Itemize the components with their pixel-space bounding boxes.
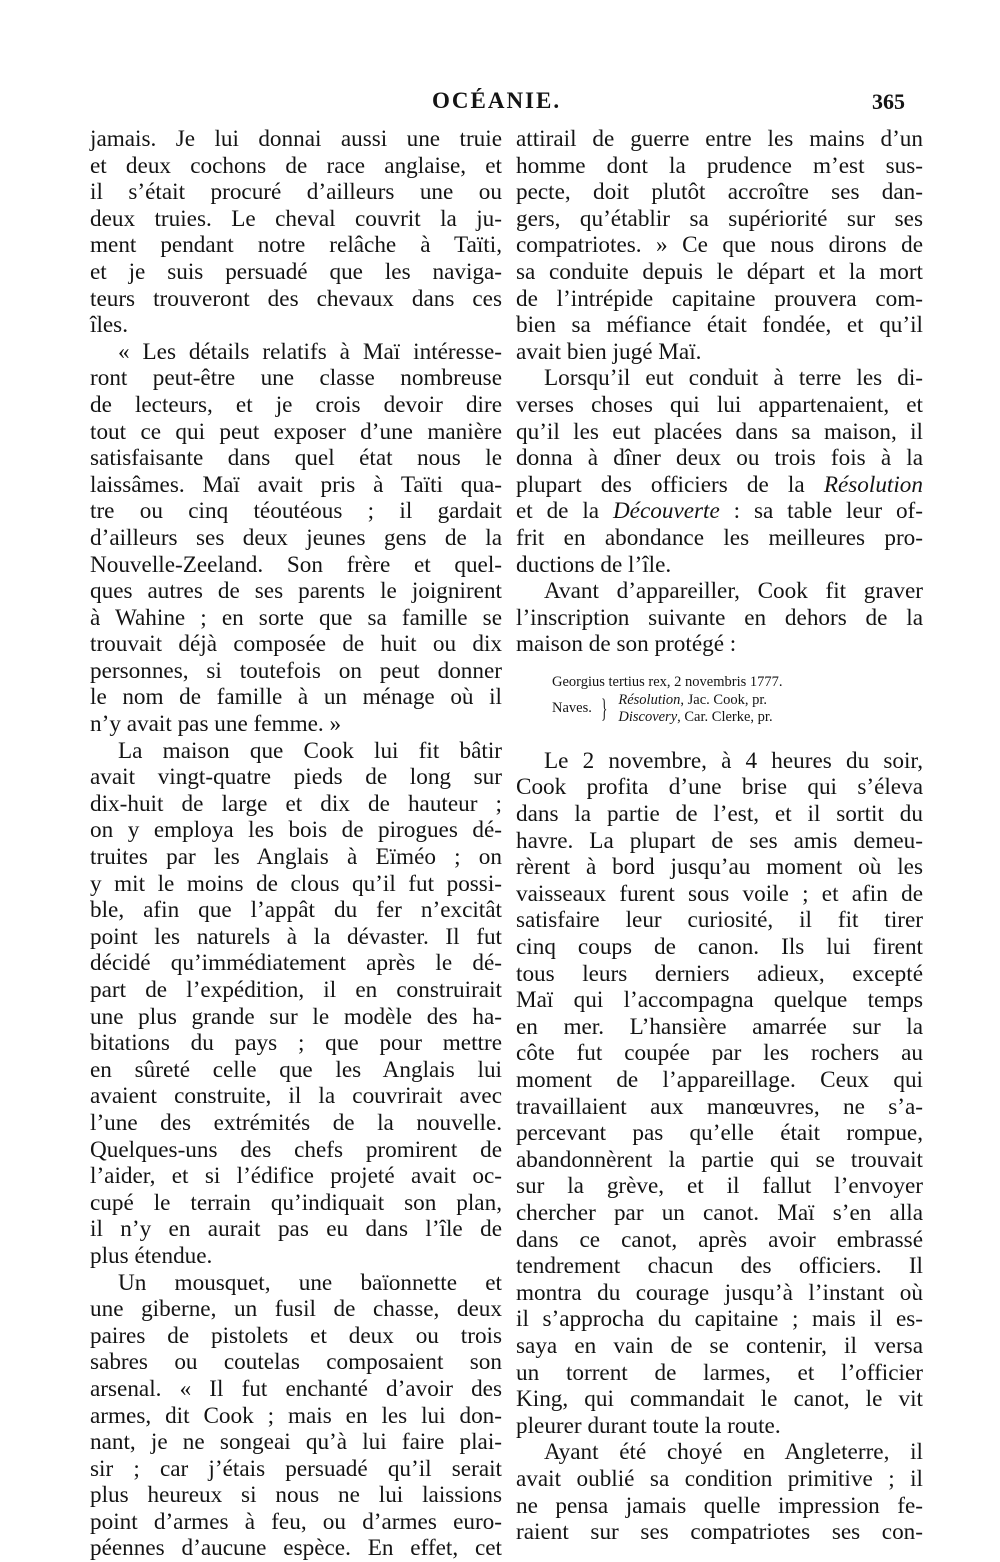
- text-line: Maï qui l’accompagna quelque temps: [516, 987, 923, 1014]
- text-line: plus heureux si nous ne lui laissions: [90, 1482, 502, 1509]
- text-line: gers, qu’établir sa supériorité sur ses: [516, 205, 923, 232]
- text-line: il n’y en aurait pas eu dans l’île de: [90, 1216, 502, 1243]
- text-line: côte fut coupée par les rochers au: [516, 1040, 923, 1067]
- text-line: le nom de famille à un ménage où il: [90, 684, 502, 711]
- text-line: en mer. L’hansière amarrée sur la: [516, 1013, 923, 1040]
- text-line: Ayant été choyé en Angleterre, il: [544, 1439, 923, 1466]
- text-line: îles.: [90, 312, 128, 339]
- ship-captain: , Car. Clerke, pr.: [677, 708, 773, 725]
- text-line: attirail de guerre entre les mains d’un: [516, 126, 923, 152]
- text-line: Un mousquet, une baïonnette et: [118, 1269, 502, 1296]
- text-line: n’y avait pas une femme. »: [90, 711, 342, 738]
- text-line: truites par les Anglais à Eïméo ; on: [90, 844, 502, 871]
- right-column-text-after: [516, 748, 923, 1546]
- text-line: cinq coups de canon. Ils lui firent: [516, 934, 923, 961]
- text-line: point d’armes à feu, ou d’armes euro-: [90, 1508, 502, 1535]
- text-line: personnes, si toutefois on peut donner: [90, 657, 502, 684]
- text-line: et de la Découverte : sa table leur of-: [516, 498, 923, 525]
- text-line: laissâmes. Maï avait pris à Taïti qua-: [90, 471, 502, 498]
- text-line: à Wahine ; en sorte que sa famille se: [90, 604, 502, 631]
- text-line: dans la partie de l’est, et il sortit du: [516, 801, 923, 828]
- text-line: moment de l’appareillage. Ceux qui: [516, 1067, 923, 1093]
- text-line: compatriotes. » Ce que nous dirons de: [516, 232, 923, 259]
- text-line: cupé le terrain qu’indiquait son plan,: [90, 1189, 502, 1216]
- text-line: Lorsqu’il eut conduit à terre les di-: [544, 365, 923, 392]
- inscription-block: [552, 674, 892, 726]
- text-line: tendrement chacun des officiers. Il: [516, 1253, 923, 1280]
- text-line: ques autres de ses parents le joignirent: [90, 578, 502, 605]
- text-line: point les naturels à la dévaster. Il fut: [90, 923, 502, 950]
- text-line: plupart des officiers de la Résolution: [516, 471, 923, 498]
- text-line: ment pendant notre relâche à Taïti,: [90, 232, 502, 259]
- text-line: décidé qu’immédiatement après le dé-: [90, 950, 502, 977]
- text-line: et je suis persuadé que les naviga-: [90, 258, 502, 285]
- text-line: péennes d’aucune espèce. En effet, cet: [90, 1535, 502, 1562]
- ship-captain: , Jac. Cook, pr.: [680, 691, 767, 708]
- text-line: Nouvelle-Zeeland. Son frère et quel-: [90, 551, 502, 578]
- text-line: « Les détails relatifs à Maï intéresse-: [118, 338, 502, 365]
- ship-name: Résolution: [618, 691, 681, 708]
- text-line: bien sa méfiance était fondée, et qu’il: [516, 312, 923, 339]
- text-line: abandonnèrent la partie qui se trouvait: [516, 1146, 923, 1173]
- text-line: jamais. Je lui donnai aussi une truie: [90, 126, 502, 152]
- text-line: un torrent de larmes, et l’officier: [516, 1359, 923, 1386]
- text-line: Quelques-uns des chefs promirent de: [90, 1136, 502, 1163]
- text-line: Cook profita d’une brise qui s’éleva: [516, 774, 923, 801]
- page-header: [0, 88, 1000, 118]
- text-line: plus étendue.: [90, 1242, 213, 1269]
- text-line: l’inscription suivante en dehors de la: [516, 604, 923, 631]
- inscription-ships: [552, 692, 892, 726]
- text-line: y mit le moins de clous qu’il fut possi-: [90, 870, 502, 897]
- text-line: l’aider, et si l’édifice projeté avait oc-: [90, 1163, 502, 1190]
- text-line: ne pensa jamais quelle impression fe-: [516, 1492, 923, 1519]
- text-line: on y employa les bois de pirogues dé-: [90, 817, 502, 844]
- inscription-ship-1: [618, 692, 772, 709]
- inscription-naves-label: Naves.: [552, 700, 592, 717]
- text-line: travaillaient aux manœuvres, ne s’a-: [516, 1093, 923, 1120]
- text-line: dans ce canot, après avoir embrassé: [516, 1226, 923, 1253]
- text-line: d’ailleurs ses deux jeunes gens de la: [90, 524, 502, 551]
- text-line: vaisseaux furent sous voile ; et afin de: [516, 880, 923, 907]
- text-line: dix-huit de large et dix de hauteur ;: [90, 790, 502, 817]
- text-line: tre ou cinq téoutéous ; il gardait: [90, 498, 502, 525]
- text-line: rèrent à bord jusqu’au moment où les: [516, 854, 923, 881]
- text-line: tout ce qui peut exposer d’une manière: [90, 418, 502, 445]
- text-line: armes, dit Cook ; mais en les lui don-: [90, 1402, 502, 1429]
- text-line: tous leurs derniers adieux, excepté: [516, 960, 923, 987]
- text-line: percevant pas qu’elle était rompue,: [516, 1120, 923, 1147]
- text-line: une giberne, un fusil de chasse, deux: [90, 1296, 502, 1323]
- running-title: OCÉANIE.: [432, 88, 562, 113]
- text-line: de lecteurs, et je crois devoir dire: [90, 391, 502, 418]
- text-line: avaient construite, il la couvrirait avec: [90, 1083, 502, 1110]
- page-number: 365: [872, 89, 905, 114]
- text-line: King, qui commandait le canot, le vit: [516, 1386, 923, 1413]
- text-line: et deux cochons de race anglaise, et: [90, 152, 502, 179]
- brace-glyph-icon: }: [600, 693, 608, 723]
- text-line: pleurer durant toute la route.: [516, 1412, 781, 1439]
- text-line: qu’il les eut placées dans sa maison, il: [516, 418, 923, 445]
- text-line: ront peut-être une classe nombreuse: [90, 365, 502, 392]
- text-line: Avant d’appareiller, Cook fit graver: [544, 578, 923, 605]
- text-line: arsenal. « Il fut enchanté d’avoir des: [90, 1375, 502, 1402]
- text-line: avait vingt-quatre pieds de long sur: [90, 764, 502, 791]
- text-line: montra du courage jusqu’à l’instant où: [516, 1279, 923, 1306]
- text-line: sur la grève, et il fallut l’envoyer: [516, 1173, 923, 1200]
- ship-name: Découverte: [612, 498, 720, 525]
- text-line: frit en abondance les meilleures pro-: [516, 524, 923, 551]
- inscription-dedication: Georgius tertius rex, 2 novembris 1777.: [552, 673, 783, 690]
- text-line: havre. La plupart de ses amis demeu-: [516, 827, 923, 854]
- text-line: La maison que Cook lui fit bâtir: [118, 737, 502, 764]
- text-line: ble, afin que l’appât du fer n’excitât: [90, 897, 502, 924]
- ship-name: Résolution: [823, 471, 923, 498]
- text-line: Le 2 novembre, à 4 heures du soir,: [544, 747, 923, 774]
- text-line: ductions de l’île.: [516, 551, 672, 578]
- text-line: pecte, doit plutôt accroître ses dan-: [516, 179, 923, 206]
- text-line: teurs trouveront des chevaux dans ces: [90, 285, 502, 312]
- text-line: homme dont la prudence m’est sus-: [516, 152, 923, 179]
- ship-name: Discovery: [618, 708, 678, 725]
- inscription-ship-list: [618, 692, 772, 726]
- text-line: une plus grande sur le modèle des ha-: [90, 1003, 502, 1030]
- text-line: il s’était procuré d’ailleurs une ou: [90, 179, 502, 206]
- text-line: avait oublié sa condition primitive ; il: [516, 1465, 923, 1492]
- text-line: avait bien jugé Maï.: [516, 338, 702, 365]
- inscription-ship-2: [618, 709, 772, 726]
- text-line: maison de son protégé :: [516, 631, 737, 658]
- text-line: sabres ou coutelas composaient son: [90, 1349, 502, 1376]
- text-line: chercher par un canot. Maï s’en alla: [516, 1199, 923, 1226]
- text-line: deux truies. Le cheval couvrit la ju-: [90, 205, 502, 232]
- text-line: part de l’expédition, il en construirait: [90, 977, 502, 1003]
- text-line: en sûreté celle que les Anglais lui: [90, 1056, 502, 1083]
- text-line: verses choses qui lui appartenaient, et: [516, 391, 923, 418]
- text-line: nant, je ne songeai qu’à lui faire plai-: [90, 1429, 502, 1456]
- text-line: satisfaisante dans quel état nous le: [90, 445, 502, 472]
- right-column-text-before: [516, 126, 923, 658]
- text-line: l’une des extrémités de la nouvelle.: [90, 1109, 502, 1136]
- text-line: donna à dîner deux ou trois fois à la: [516, 445, 923, 472]
- text-line: il s’approcha du capitaine ; mais il es-: [516, 1306, 923, 1333]
- text-line: trouvait déjà composée de huit ou dix: [90, 631, 502, 658]
- text-line: saya en vain de se contenir, il versa: [516, 1332, 923, 1359]
- text-line: paires de pistolets et deux ou trois: [90, 1322, 502, 1349]
- text-line: sir ; car j’étais persuadé qu’il serait: [90, 1455, 502, 1482]
- left-column: [90, 126, 502, 1562]
- right-column: [516, 126, 923, 1546]
- text-line: satisfaire leur curiosité, il fit tirer: [516, 907, 923, 934]
- text-line: sa conduite depuis le départ et la mort: [516, 258, 923, 285]
- text-line: bitations du pays ; que pour mettre: [90, 1030, 502, 1057]
- text-line: raient sur ses compatriotes ses con-: [516, 1519, 923, 1546]
- text-line: de l’intrépide capitaine prouvera com-: [516, 285, 923, 312]
